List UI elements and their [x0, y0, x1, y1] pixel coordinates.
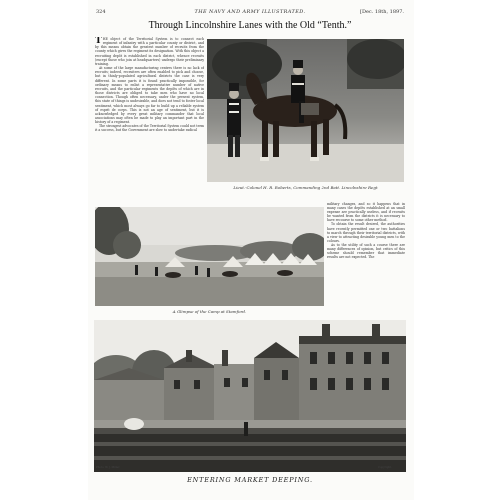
right-paragraph: military changes, and so it happens that in many cases the depôts established at an small expense are practically useless, and if recruits be wanted from the districts it is necessary to have recourse to some other method.	[327, 202, 405, 223]
first-paragraph	[95, 37, 204, 66]
running-head	[96, 9, 404, 18]
market-photo	[94, 320, 406, 472]
camp-caption: A Glimpse of the Camp at Stamford.	[172, 309, 247, 314]
right-paragraph: As to the utility of such a course there are many differences of opinion, but critics of this scheme should remember that immediate results are not expected. The	[327, 242, 405, 260]
first-paragraph-text: HE object of the Territorial System is to connect each regiment of infantry with a particular county or district, and by this means obtain the greatest number of recruits from the county which gives the regiment its designation. With this object a recruiting depôt is established in each district, whence recruits (except those who join at headquarters) undergo their preliminary training.	[95, 37, 204, 66]
market-caption: ENTERING MARKET DEEPING.	[187, 476, 313, 484]
photo-credit: Photo. W. J. Miller.	[96, 466, 120, 469]
article-paragraph: The strongest advocates of the Territorial System could not term it a success, but the Government are slow to undertake radical	[95, 124, 204, 133]
portrait-photo	[207, 39, 404, 182]
copyright-note: Copyright.	[378, 466, 392, 469]
page-number: 324	[96, 9, 106, 15]
publication-title: THE NAVY AND ARMY ILLUSTRATED.	[194, 9, 306, 15]
article-paragraph: At some of the large manufacturing centres there is no lack of recruits; indeed, recruiters are often enabled to pick and choose, but in thinly-populated agricultural districts the case is very different. In some parts it is found practically impossible, for ordinary means to enlist a representative number of native recruits, and the particular regiments the depôts of which are in those districts are obliged to take men who have no local connection. Though often necessary, under the present system, this state of things is undesirable, and does not tend to foster local sentiment, which most always go far to build up a reliable system of esprit de corps. This is not an age of sentiment, but it is acknowledged by every great military commander that local associations may often be made to play an important part in the history of a regiment.	[95, 66, 204, 125]
article-left-column	[95, 37, 204, 197]
portrait-caption: Lieut.-Colonel H. R. Roberts, Commanding 2nd Batt. Lincolnshire Regt	[233, 185, 378, 190]
article-right-column	[327, 202, 405, 312]
drop-cap: T	[95, 37, 102, 46]
camp-photo	[95, 207, 324, 306]
article-headline: Through Lincolnshire Lanes with the Old “Tenth.”	[148, 20, 352, 31]
issue-date: [Dec. 18th, 1897.	[360, 9, 404, 15]
right-paragraph: To obtain the result desired, the authorities have recently permitted one or two battalions to march through their territorial districts, with a view to attracting desirable young men to the colours.	[327, 222, 405, 243]
